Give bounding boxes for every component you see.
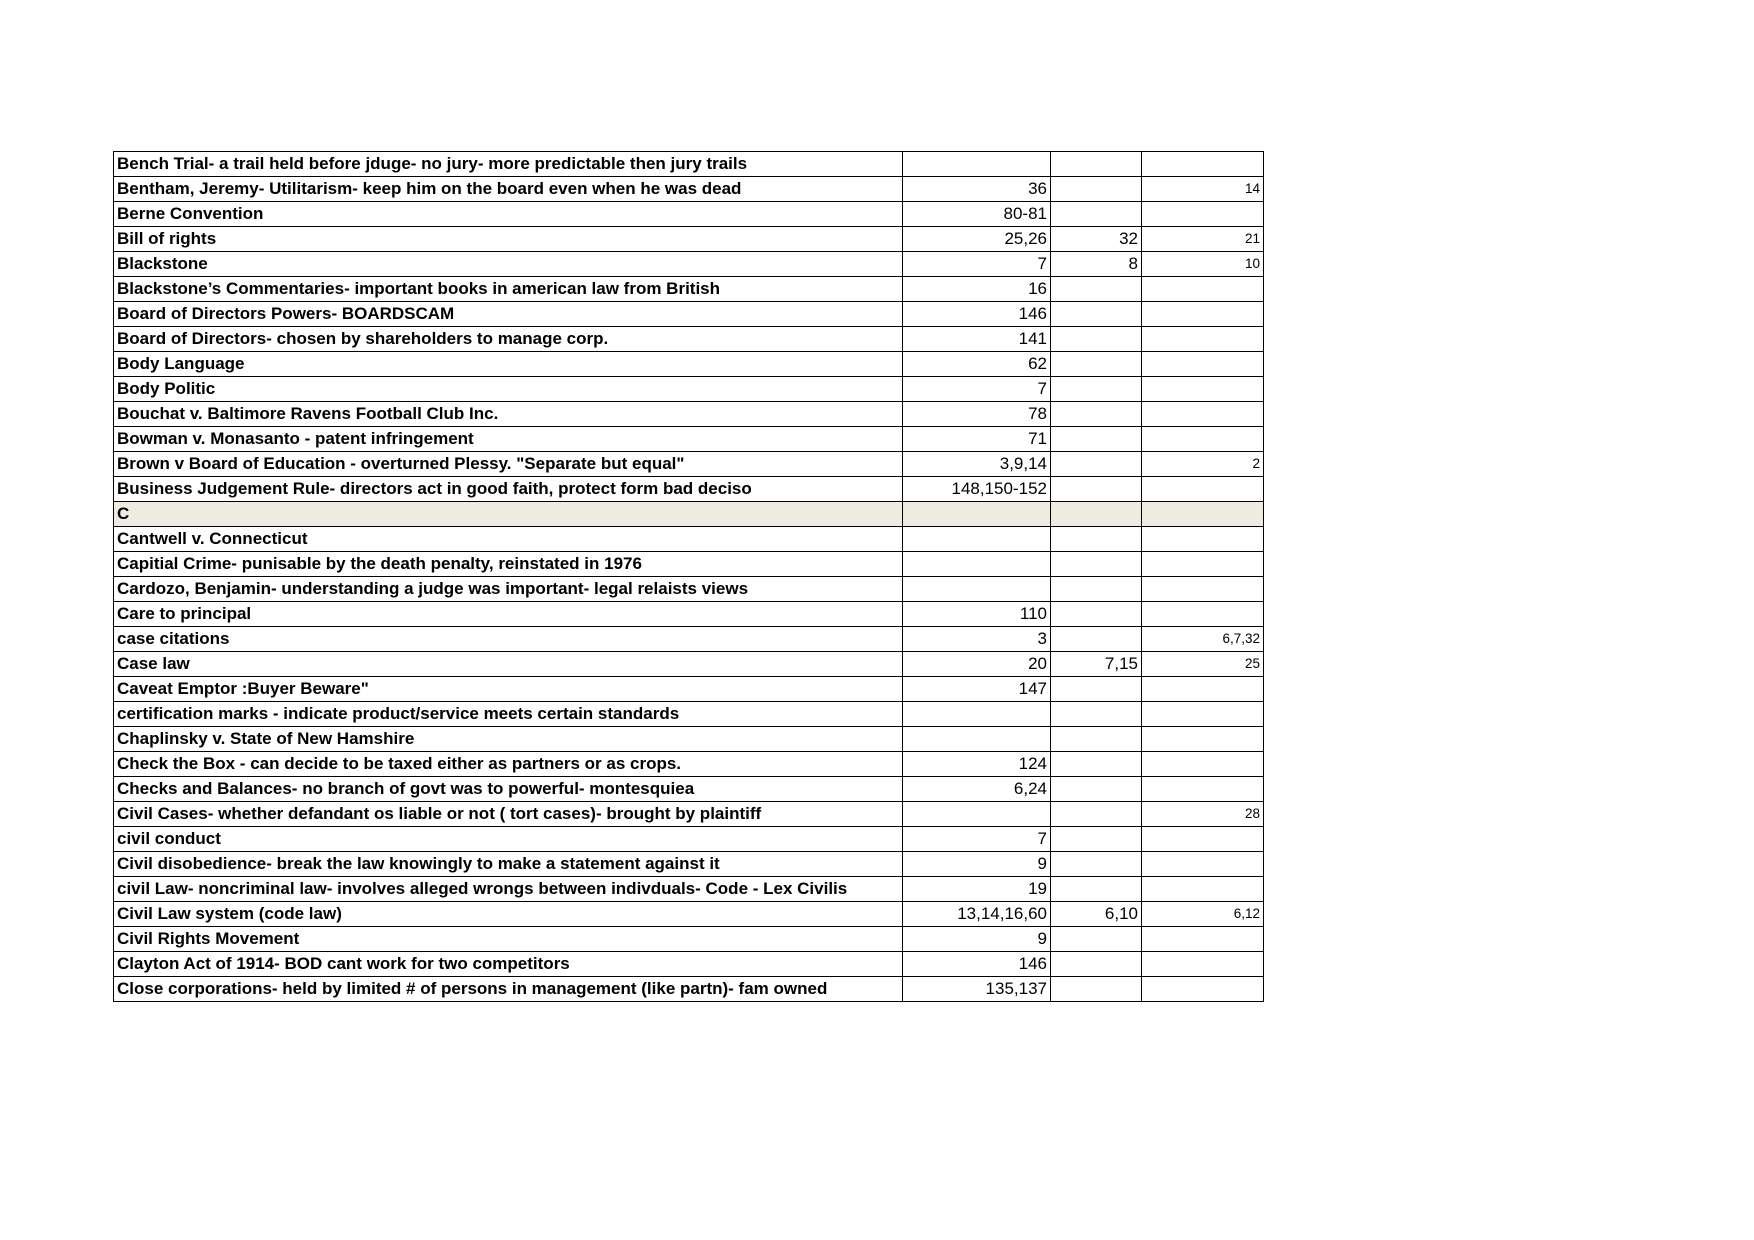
term-cell: Board of Directors- chosen by shareholders to manage corp. — [114, 327, 903, 352]
page-ref-cell-b — [1051, 577, 1142, 602]
page-ref-cell-a: 78 — [903, 402, 1051, 427]
page-ref-cell-c — [1142, 727, 1264, 752]
page-ref-cell-b — [1051, 677, 1142, 702]
page-ref-cell-b — [1051, 777, 1142, 802]
page-ref-cell-c — [1142, 677, 1264, 702]
term-cell: Business Judgement Rule- directors act in good faith, protect form bad deciso — [114, 477, 903, 502]
page-ref-cell-a: 9 — [903, 852, 1051, 877]
page-ref-cell-b — [1051, 727, 1142, 752]
page-ref-cell-a: 147 — [903, 677, 1051, 702]
page-ref-cell-b — [1051, 602, 1142, 627]
table-row — [114, 202, 1264, 227]
table-row — [114, 227, 1264, 252]
page-ref-cell-b — [1051, 827, 1142, 852]
page-ref-cell-c — [1142, 977, 1264, 1002]
page-ref-cell-c — [1142, 202, 1264, 227]
page-ref-cell-c: 28 — [1142, 802, 1264, 827]
page-ref-cell-c — [1142, 477, 1264, 502]
term-cell: Cardozo, Benjamin- understanding a judge was important- legal relaists views — [114, 577, 903, 602]
term-cell: Civil Rights Movement — [114, 927, 903, 952]
page-ref-cell-b — [1051, 977, 1142, 1002]
table-row — [114, 377, 1264, 402]
term-cell: Blackstone’s Commentaries- important books in american law from British — [114, 277, 903, 302]
table-row — [114, 752, 1264, 777]
page-ref-cell-c — [1142, 352, 1264, 377]
term-cell: Body Politic — [114, 377, 903, 402]
page-ref-cell-a — [903, 152, 1051, 177]
term-cell: case citations — [114, 627, 903, 652]
table-row — [114, 327, 1264, 352]
term-cell: Blackstone — [114, 252, 903, 277]
page-ref-cell-a — [903, 552, 1051, 577]
term-cell: Caveat Emptor :Buyer Beware" — [114, 677, 903, 702]
table-row — [114, 427, 1264, 452]
table-row — [114, 527, 1264, 552]
page-ref-cell-c — [1142, 552, 1264, 577]
page-ref-cell-b: 7,15 — [1051, 652, 1142, 677]
term-cell: Civil Law system (code law) — [114, 902, 903, 927]
table-row — [114, 727, 1264, 752]
page-ref-cell-b — [1051, 552, 1142, 577]
page-ref-cell-c — [1142, 527, 1264, 552]
page-ref-cell-b — [1051, 352, 1142, 377]
page-ref-cell-c — [1142, 152, 1264, 177]
term-cell: civil conduct — [114, 827, 903, 852]
page-ref-cell-a: 62 — [903, 352, 1051, 377]
term-cell: certification marks - indicate product/service meets certain standards — [114, 702, 903, 727]
table-row — [114, 802, 1264, 827]
page-ref-cell-a: 13,14,16,60 — [903, 902, 1051, 927]
page-ref-cell-a — [903, 502, 1051, 527]
page-ref-cell-b: 8 — [1051, 252, 1142, 277]
page-ref-cell-a: 20 — [903, 652, 1051, 677]
term-cell: Board of Directors Powers- BOARDSCAM — [114, 302, 903, 327]
table-row — [114, 977, 1264, 1002]
table-row — [114, 452, 1264, 477]
page-ref-cell-c — [1142, 827, 1264, 852]
page-ref-cell-c — [1142, 702, 1264, 727]
term-cell: Check the Box - can decide to be taxed either as partners or as crops. — [114, 752, 903, 777]
term-cell: Bentham, Jeremy- Utilitarism- keep him on the board even when he was dead — [114, 177, 903, 202]
table-row — [114, 302, 1264, 327]
page-ref-cell-c — [1142, 877, 1264, 902]
page-ref-cell-a: 146 — [903, 952, 1051, 977]
page-ref-cell-a — [903, 802, 1051, 827]
term-cell: Body Language — [114, 352, 903, 377]
page-ref-cell-c — [1142, 277, 1264, 302]
page-ref-cell-a — [903, 577, 1051, 602]
page-ref-cell-c — [1142, 377, 1264, 402]
page-ref-cell-c — [1142, 952, 1264, 977]
term-cell: civil Law- noncriminal law- involves alleged wrongs between indivduals- Code - Lex Civilis — [114, 877, 903, 902]
page-ref-cell-b — [1051, 302, 1142, 327]
page-ref-cell-c: 6,12 — [1142, 902, 1264, 927]
term-cell: Care to principal — [114, 602, 903, 627]
page-ref-cell-a: 16 — [903, 277, 1051, 302]
table-row — [114, 852, 1264, 877]
table-row — [114, 927, 1264, 952]
page-ref-cell-c — [1142, 427, 1264, 452]
term-cell: Clayton Act of 1914- BOD cant work for two competitors — [114, 952, 903, 977]
table-row — [114, 552, 1264, 577]
table-row — [114, 252, 1264, 277]
table-row — [114, 877, 1264, 902]
term-cell: Bench Trial- a trail held before jduge- no jury- more predictable then jury trails — [114, 152, 903, 177]
page-ref-cell-b: 32 — [1051, 227, 1142, 252]
page-ref-cell-c — [1142, 577, 1264, 602]
section-header-row — [114, 502, 1264, 527]
table-row — [114, 627, 1264, 652]
term-cell: Cantwell v. Connecticut — [114, 527, 903, 552]
page-ref-cell-c — [1142, 777, 1264, 802]
page-ref-cell-c: 10 — [1142, 252, 1264, 277]
page-ref-cell-c: 6,7,32 — [1142, 627, 1264, 652]
page-ref-cell-c: 21 — [1142, 227, 1264, 252]
page-ref-cell-a: 7 — [903, 827, 1051, 852]
table-row — [114, 152, 1264, 177]
table-row — [114, 952, 1264, 977]
page-ref-cell-c — [1142, 927, 1264, 952]
term-cell: Brown v Board of Education - overturned Plessy. "Separate but equal" — [114, 452, 903, 477]
table-row — [114, 402, 1264, 427]
term-cell: Civil Cases- whether defandant os liable or not ( tort cases)- brought by plaintiff — [114, 802, 903, 827]
table-row — [114, 827, 1264, 852]
table-body — [114, 152, 1264, 1002]
table-row — [114, 652, 1264, 677]
page-ref-cell-a: 110 — [903, 602, 1051, 627]
page-ref-cell-b — [1051, 802, 1142, 827]
term-cell: Civil disobedience- break the law knowingly to make a statement against it — [114, 852, 903, 877]
page-ref-cell-c: 14 — [1142, 177, 1264, 202]
page-ref-cell-c — [1142, 752, 1264, 777]
term-cell: Chaplinsky v. State of New Hamshire — [114, 727, 903, 752]
table-row — [114, 677, 1264, 702]
table-row — [114, 177, 1264, 202]
page-ref-cell-a: 71 — [903, 427, 1051, 452]
page-ref-cell-a: 3 — [903, 627, 1051, 652]
page-ref-cell-b — [1051, 952, 1142, 977]
term-cell: Bouchat v. Baltimore Ravens Football Club Inc. — [114, 402, 903, 427]
glossary-index-table — [113, 151, 1264, 1002]
page-ref-cell-a: 124 — [903, 752, 1051, 777]
page-ref-cell-a: 80-81 — [903, 202, 1051, 227]
table-row — [114, 352, 1264, 377]
page-ref-cell-b — [1051, 527, 1142, 552]
page-ref-cell-b — [1051, 627, 1142, 652]
page-ref-cell-b — [1051, 852, 1142, 877]
page-ref-cell-a: 135,137 — [903, 977, 1051, 1002]
page-ref-cell-a: 7 — [903, 377, 1051, 402]
page-ref-cell-b — [1051, 327, 1142, 352]
page-ref-cell-b — [1051, 377, 1142, 402]
table-row — [114, 777, 1264, 802]
page-ref-cell-b: 6,10 — [1051, 902, 1142, 927]
page-ref-cell-b — [1051, 427, 1142, 452]
page-ref-cell-b — [1051, 877, 1142, 902]
page-ref-cell-b — [1051, 452, 1142, 477]
page-ref-cell-b — [1051, 927, 1142, 952]
page-ref-cell-b — [1051, 277, 1142, 302]
page-ref-cell-b — [1051, 502, 1142, 527]
page-ref-cell-a — [903, 527, 1051, 552]
page-ref-cell-a: 141 — [903, 327, 1051, 352]
term-cell: Bowman v. Monasanto - patent infringement — [114, 427, 903, 452]
page-ref-cell-b — [1051, 152, 1142, 177]
page-ref-cell-b — [1051, 402, 1142, 427]
term-cell: Berne Convention — [114, 202, 903, 227]
page-ref-cell-a — [903, 702, 1051, 727]
table-row — [114, 277, 1264, 302]
page-ref-cell-b — [1051, 752, 1142, 777]
page-ref-cell-b — [1051, 477, 1142, 502]
term-cell: Checks and Balances- no branch of govt was to powerful- montesquiea — [114, 777, 903, 802]
page-ref-cell-c: 2 — [1142, 452, 1264, 477]
page-ref-cell-a: 148,150-152 — [903, 477, 1051, 502]
table-row — [114, 702, 1264, 727]
page-ref-cell-b — [1051, 202, 1142, 227]
page-ref-cell-c — [1142, 602, 1264, 627]
page-ref-cell-c — [1142, 302, 1264, 327]
table-row — [114, 577, 1264, 602]
page-ref-cell-a: 19 — [903, 877, 1051, 902]
page-ref-cell-b — [1051, 177, 1142, 202]
page-ref-cell-c — [1142, 502, 1264, 527]
term-cell: Case law — [114, 652, 903, 677]
page-ref-cell-c — [1142, 402, 1264, 427]
page-ref-cell-a — [903, 727, 1051, 752]
term-cell: Capitial Crime- punisable by the death penalty, reinstated in 1976 — [114, 552, 903, 577]
page-ref-cell-c — [1142, 852, 1264, 877]
page-ref-cell-b — [1051, 702, 1142, 727]
term-cell: Close corporations- held by limited # of persons in management (like partn)- fam owned — [114, 977, 903, 1002]
table-row — [114, 902, 1264, 927]
page-ref-cell-a: 6,24 — [903, 777, 1051, 802]
page-ref-cell-c — [1142, 327, 1264, 352]
page-ref-cell-a: 7 — [903, 252, 1051, 277]
section-letter: C — [114, 502, 903, 527]
page-ref-cell-a: 25,26 — [903, 227, 1051, 252]
page-ref-cell-a: 3,9,14 — [903, 452, 1051, 477]
term-cell: Bill of rights — [114, 227, 903, 252]
page-ref-cell-a: 36 — [903, 177, 1051, 202]
table-row — [114, 477, 1264, 502]
page-ref-cell-c: 25 — [1142, 652, 1264, 677]
page-ref-cell-a: 146 — [903, 302, 1051, 327]
page-ref-cell-a: 9 — [903, 927, 1051, 952]
table-row — [114, 602, 1264, 627]
